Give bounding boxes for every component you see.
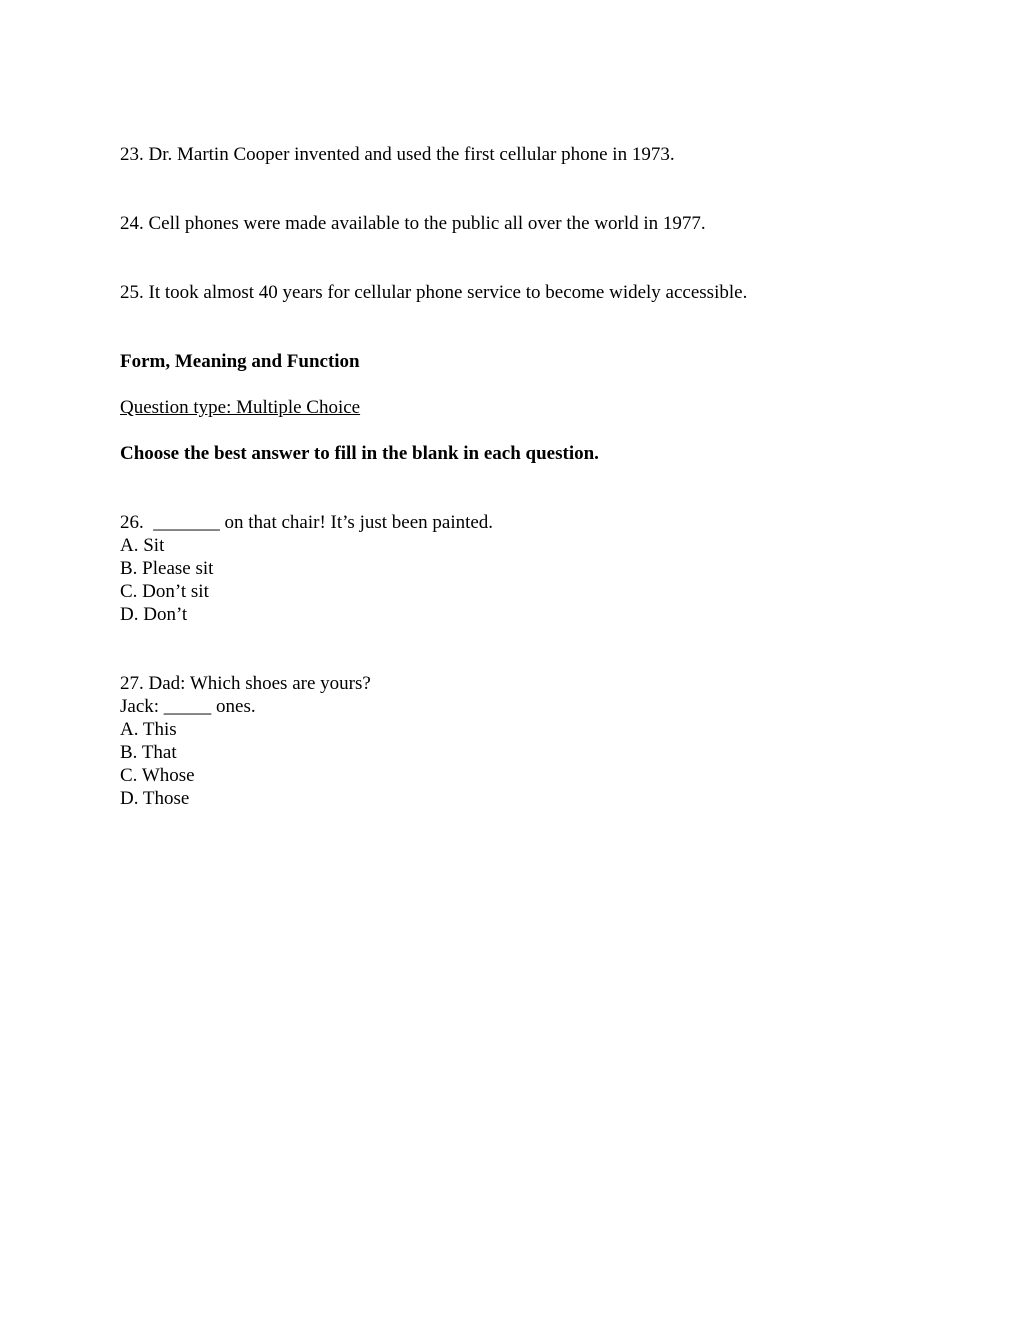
statement-23: 23. Dr. Martin Cooper invented and used the first cellular phone in 1973.: [120, 144, 675, 165]
option-b: B. That: [120, 742, 177, 763]
option-c: C. Don’t sit: [120, 581, 209, 602]
question-26-options: [120, 534, 213, 626]
question-26-prompt: 26. _______ on that chair! It’s just been painted.: [120, 512, 494, 533]
option-b: B. Please sit: [120, 558, 214, 579]
statement-24: 24. Cell phones were made available to the public all over the world in 1977.: [120, 213, 706, 234]
option-d: D. Those: [120, 788, 190, 809]
option-c: C. Whose: [120, 765, 195, 786]
instruction-text: Choose the best answer to fill in the blank in each question.: [120, 443, 599, 464]
option-a: A. Sit: [120, 535, 165, 556]
section-title: Form, Meaning and Function: [120, 351, 360, 372]
question-27-options: [120, 718, 195, 810]
option-d: D. Don’t: [120, 604, 188, 625]
option-a: A. This: [120, 719, 177, 740]
statement-25: 25. It took almost 40 years for cellular phone service to become widely accessible.: [120, 282, 748, 303]
question-27-prompt: 27. Dad: Which shoes are yours?: [120, 673, 371, 694]
question-type-label: Question type: Multiple Choice: [120, 397, 361, 418]
question-27-prompt-reply: Jack: _____ ones.: [120, 696, 256, 717]
